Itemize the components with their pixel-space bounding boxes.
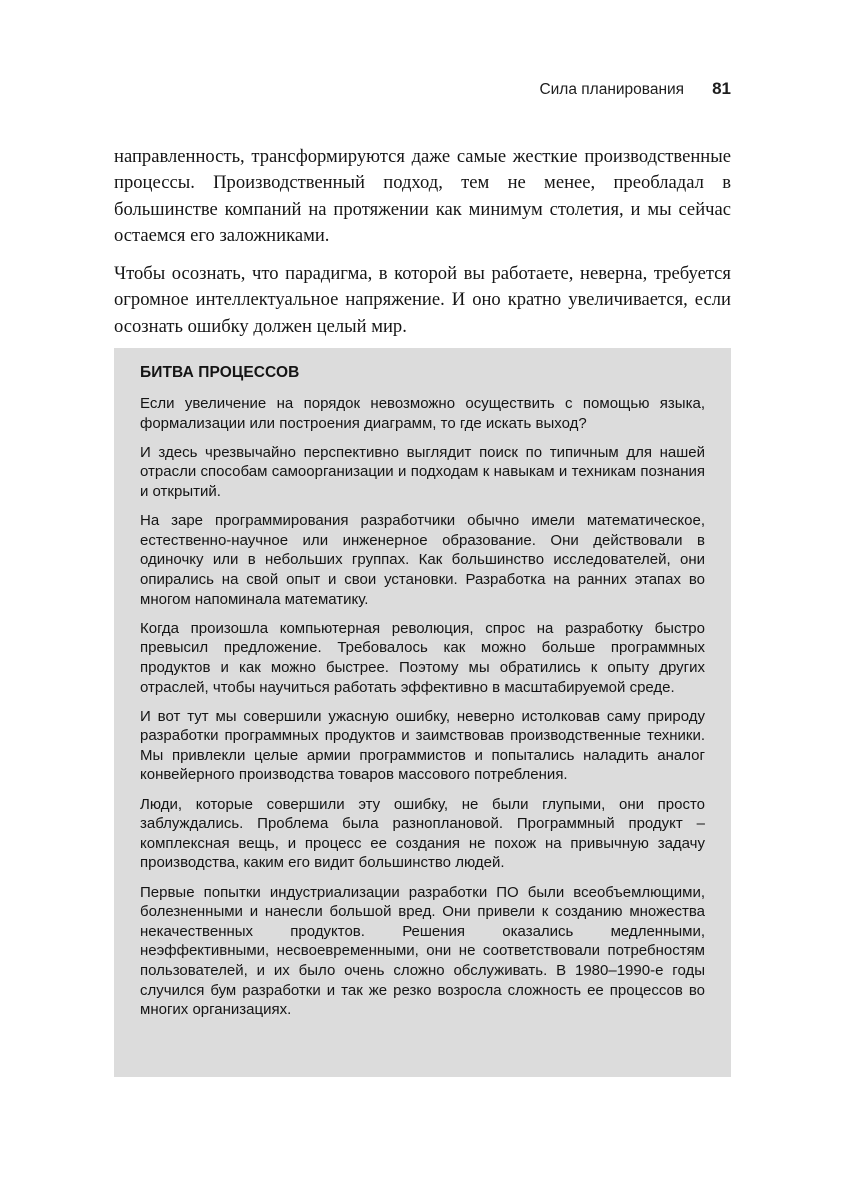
paragraph: направленность, трансформируются даже самые жесткие производственные процессы. Производственный подход, тем не менее, преобладал в большинстве компаний на протяжении как минимум столетия, и мы сейчас остаемся его заложниками. xyxy=(114,146,731,246)
sidebar-paragraph: Люди, которые совершили эту ошибку, не были глупыми, они просто заблуждались. Проблема была разноплановой. Программный продукт – комплексная вещь, и процесс ее создания не похож на привычную задачу производства, каким его видит большинство людей. xyxy=(140,795,705,872)
sidebar-paragraph: Первые попытки индустриализации разработки ПО были всеобъемлющими, болезненными и нанесли большой вред. Они привели к созданию множества некачественных продуктов. Решения оказались медленными, неэффективными, несвоевременными, они не соответствовали потребностям пользователей, и их было очень сложно обслуживать. В 1980–1990-е годы случился бум разработки и так же резко возросла сложность ее процессов во многих организациях. xyxy=(140,883,705,1019)
sidebar-paragraph: Когда произошла компьютерная революция, спрос на разработку быстро превысил предложение. Требовалось как можно больше программных продуктов и как можно быстрее. Поэтому мы обратились к опыту других отраслей, чтобы научиться работать эффективно в масштабируемой среде. xyxy=(140,619,705,696)
sidebar-title: БИТВА ПРОЦЕССОВ xyxy=(140,364,300,381)
sidebar-box xyxy=(114,348,731,1077)
sidebar-paragraph: И здесь чрезвычайно перспективно выглядит поиск по типичным для нашей отрасли способам самоорганизации и подходам к навыкам и техникам познания и открытий. xyxy=(140,443,705,500)
page-number: 81 xyxy=(712,79,731,98)
sidebar-paragraph: И вот тут мы совершили ужасную ошибку, неверно истолковав саму природу разработки программных продуктов и заимствовав производственные техники. Мы привлекли целые армии программистов и попытались наладить аналог конвейерного производства товаров массового потребления. xyxy=(140,707,705,784)
sidebar-paragraph: Если увеличение на порядок невозможно осуществить с помощью языка, формализации или построения диаграмм, то где искать выход? xyxy=(140,395,705,432)
main-text xyxy=(114,144,731,352)
running-header xyxy=(114,79,731,99)
section-title: Сила планирования xyxy=(539,81,685,98)
paragraph: Чтобы осознать, что парадигма, в которой вы работаете, неверна, требуется огромное интеллектуальное напряжение. И оно кратно увеличивается, если осознать ошибку должен целый мир. xyxy=(114,263,731,337)
sidebar-paragraph: На заре программирования разработчики обычно имели математическое, естественно-научное или инженерное образование. Они действовали в одиночку или в небольших группах. Как большинство исследователей, они опирались на свой опыт и свои установки. Разработка на ранних этапах во многом напоминала математику. xyxy=(140,512,705,608)
